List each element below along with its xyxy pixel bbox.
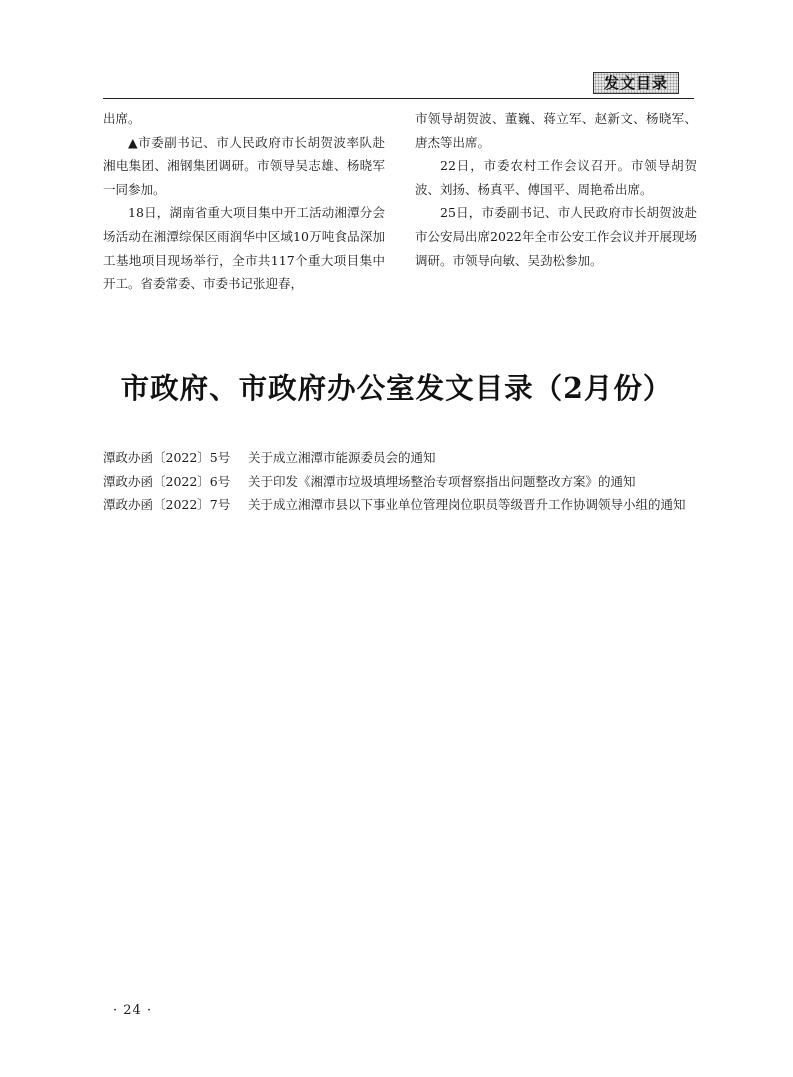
document-number: 潭政办函〔2022〕7号 <box>103 497 231 512</box>
document-number: 潭政办函〔2022〕6号 <box>103 473 231 489</box>
left-paragraph-1: 出席。 <box>103 111 141 126</box>
section-title: 市政府、市政府办公室发文目录（2月份） <box>120 371 673 405</box>
document-title: 关于印发《湘潭市垃圾填埋场整治专项督察指出问题整改方案》的通知 <box>248 473 636 489</box>
document-title: 关于成立湘潭市能源委员会的通知 <box>248 450 436 465</box>
document-list <box>103 446 703 517</box>
right-paragraph-2: 22日，市委农村工作会议召开。市领导胡贺波、刘扬、杨真平、傅国平、周艳希出席。 <box>415 158 697 197</box>
right-paragraph-1: 市领导胡贺波、董巍、蒋立军、赵新文、杨晓军、唐杰等出席。 <box>415 111 697 150</box>
document-number: 潭政办函〔2022〕5号 <box>103 450 231 465</box>
right-column <box>415 107 697 272</box>
section-tag: 发文目录 <box>593 72 679 94</box>
left-column <box>103 107 385 296</box>
document-title: 关于成立湘潭市县以下事业单位管理岗位职员等级晋升工作协调领导小组的通知 <box>248 497 686 512</box>
page-number: · 24 · <box>113 1003 153 1018</box>
header-rule <box>103 98 694 99</box>
document-row <box>103 493 703 517</box>
left-paragraph-3: 18日，湖南省重大项目集中开工活动湘潭分会场活动在湘潭综保区雨润华中区域10万吨食品深加工基地项目现场举行，全市共117个重大项目集中开工。省委常委、市委书记张迎春， <box>103 205 385 292</box>
right-paragraph-3: 25日，市委副书记、市人民政府市长胡贺波赴市公安局出席2022年全市公安工作会议并开展现场调研。市领导向敏、吴劲松参加。 <box>415 205 697 268</box>
document-row <box>103 446 703 470</box>
left-paragraph-2: ▲市委副书记、市人民政府市长胡贺波率队赴湘电集团、湘钢集团调研。市领导吴志雄、杨晓军一同参加。 <box>103 134 385 197</box>
document-row <box>103 470 703 494</box>
